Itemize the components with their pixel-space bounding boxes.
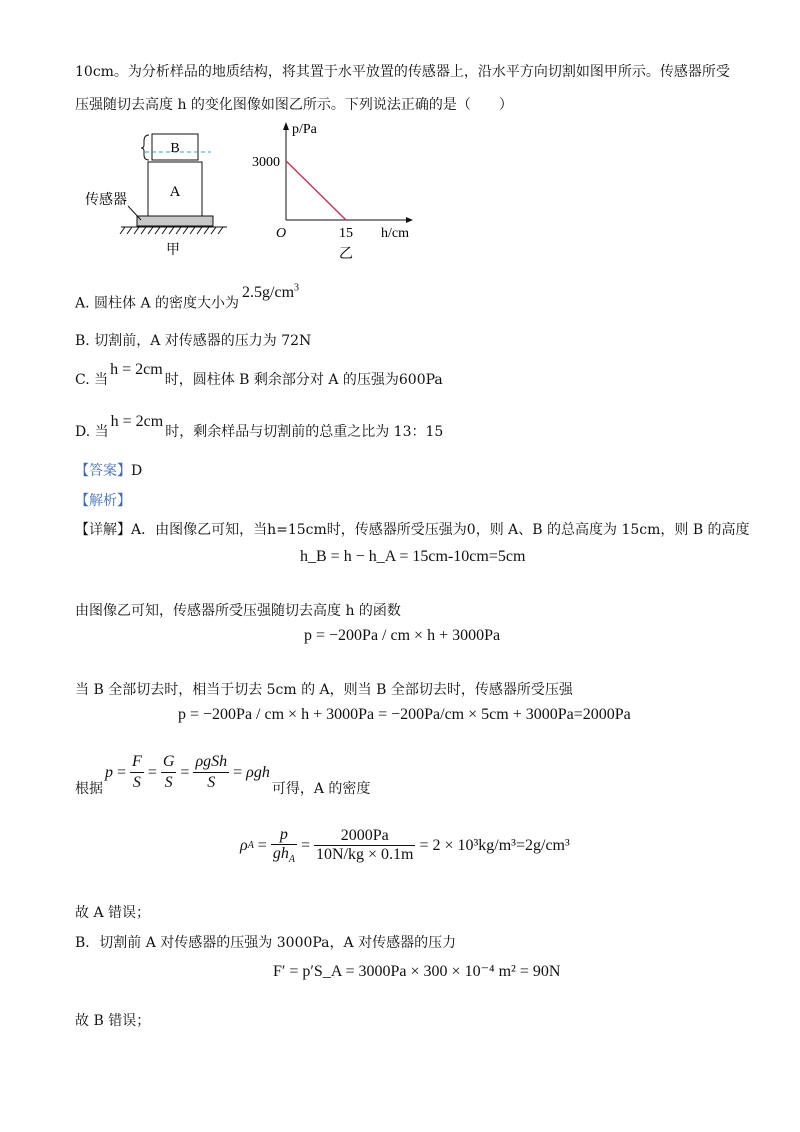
block-b-label: B bbox=[170, 141, 180, 156]
option-c: C. 当h = 2cm时，圆柱体 B 剩余部分对 A 的压强为600Pa bbox=[75, 361, 443, 388]
series-line-p-vs-h bbox=[286, 161, 346, 220]
x-axis-arrow bbox=[406, 217, 413, 223]
option-c-math: h = 2cm bbox=[110, 361, 163, 378]
y-tick-label: 3000 bbox=[252, 154, 280, 170]
analysis-p6: B．切割前 A 对传感器的压强为 3000Pa，A 对传感器的压力 bbox=[75, 935, 457, 951]
analysis-p1: 【详解】A．由图像乙可知，当h=15cm时，传感器所受压强为0，则 A、B 的总高度为 15cm，则 B 的高度 bbox=[75, 522, 750, 538]
analysis-p2: 由图像乙可知，传感器所受压强随切去高度 h 的函数 bbox=[75, 603, 401, 619]
y-axis-arrow bbox=[283, 122, 289, 130]
analysis-label: 【解析】 bbox=[75, 493, 131, 509]
ground-hatch bbox=[120, 227, 223, 234]
option-d: D. 当h = 2cm时，剩余样品与切割前的总重之比为 13：15 bbox=[75, 413, 444, 440]
figure-yi-caption: 乙 bbox=[339, 246, 353, 262]
answer-value: D bbox=[131, 463, 143, 479]
block-a-label: A bbox=[169, 184, 181, 200]
origin-label: O bbox=[276, 226, 287, 241]
sensor-label: 传感器 bbox=[85, 192, 127, 208]
equation-force: F′ = p′S_A = 3000Pa × 300 × 10⁻⁴ m² = 90N bbox=[273, 963, 561, 980]
option-a bbox=[75, 283, 300, 313]
analysis-p3: 当 B 全部切去时，相当于切去 5cm 的 A，则当 B 全部切去时，传感器所受压强 bbox=[75, 682, 573, 698]
figure-jia-caption: 甲 bbox=[166, 242, 180, 258]
x-tick-label: 15 bbox=[339, 226, 353, 241]
option-b: B. 切割前，A 对传感器的压力为 72N bbox=[75, 333, 312, 349]
figure-jia bbox=[85, 128, 245, 260]
analysis-p7: 故 B 错误； bbox=[75, 1013, 151, 1029]
equation-hb: h_B = h − h_A = 15cm-10cm=5cm bbox=[300, 548, 526, 565]
equation-p-2000: p = −200Pa / cm × h + 3000Pa = −200Pa/cm × 5cm + 3000Pa=2000Pa bbox=[178, 706, 631, 723]
figure-yi-chart bbox=[250, 118, 420, 263]
option-a-text: A. 圆柱体 A 的密度大小为 bbox=[75, 295, 240, 312]
y-axis-label: p/Pa bbox=[292, 122, 317, 137]
equation-density: ρ A = $\frac{p}{gh_A}$ = $\frac{2000Pa}{10N/kg \times 0.1m}$ = 2 × 10³kg/m³=2g/cm³ bbox=[240, 826, 570, 866]
option-a-math: $2.5g/cm^3$ bbox=[242, 283, 300, 302]
analysis-p4: 根据 p = $\frac{F}{S}$ = $\frac{G}{S}$ = $\frac{\text{ρgSh}}{S}$ = ρgh 可得，A 的密度 bbox=[75, 753, 371, 797]
question-line-2: 压强随切去高度 h 的变化图像如图乙所示。下列说法正确的是（ ） bbox=[75, 97, 513, 113]
sensor-leader bbox=[128, 206, 141, 220]
pressure-formula: p = $\frac{F}{S}$ = $\frac{G}{S}$ = $\frac{\text{ρgSh}}{S}$ = ρgh bbox=[105, 753, 270, 791]
option-d-math: h = 2cm bbox=[110, 413, 164, 430]
brace-mark bbox=[141, 135, 149, 160]
answer-row bbox=[75, 461, 142, 481]
question-line-1: 10cm。为分析样品的地质结构，将其置于水平放置的传感器上，沿水平方向切割如图甲所示。传感器所受 bbox=[75, 64, 730, 80]
answer-label: 【答案】 bbox=[75, 463, 131, 479]
x-axis-label: h/cm bbox=[381, 226, 409, 241]
analysis-p5: 故 A 错误； bbox=[75, 905, 151, 921]
sensor-plate bbox=[137, 216, 213, 226]
equation-p-function: p = −200Pa / cm × h + 3000Pa bbox=[304, 627, 501, 644]
